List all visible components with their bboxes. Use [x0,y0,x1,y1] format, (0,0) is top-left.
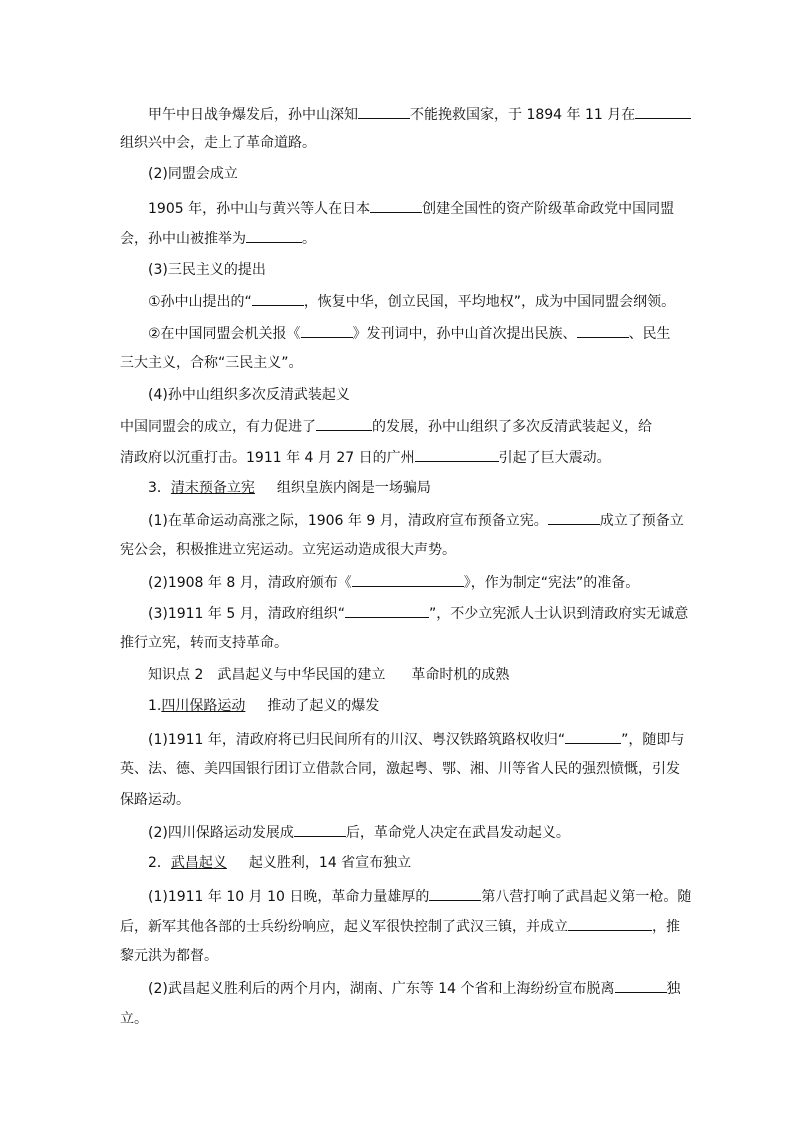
section-heading: 2．武昌起义 起义胜利，14 省宣布独立 [148,855,412,871]
fill-blank[interactable] [548,510,600,525]
text-line: 1905 年，孙中山与黄兴等人在日本 创建全国性的资产阶级革命政党中国同盟 [148,198,708,219]
fill-blank[interactable] [246,228,302,243]
text-line: 组织兴中会，走上了革命道路。 [120,135,316,151]
text-line: (1)1911 年 10 月 10 日晚，革命力量雄厚的 第八营打响了武昌起义第一枪。随 [148,886,708,907]
section-heading: (2)同盟会成立 [148,166,238,182]
fill-blank[interactable] [358,104,410,119]
fill-blank[interactable] [577,323,629,338]
fill-blank[interactable] [415,447,499,462]
fill-blank[interactable] [370,198,422,213]
section-heading: 1.四川保路运动 推动了起义的爆发 [148,698,380,714]
fill-blank[interactable] [252,291,304,306]
text-line: (3)1911 年 5 月，清政府组织“ ”，不少立宪派人士认识到清政府实无诚意 [148,603,708,624]
text-line: 推行立宪，转而支持革命。 [120,635,288,651]
fill-blank[interactable] [565,729,621,744]
fill-blank[interactable] [316,416,372,431]
text-line: 保路运动。 [120,792,190,808]
text-line: (2)四川保路运动发展成 后，革命党人决定在武昌发动起义。 [148,822,708,843]
text-line: 宪公会，积极推进立宪运动。立宪运动造成很大声势。 [120,542,456,558]
text-line: 清政府以沉重打击。1911 年 4 月 27 日的广州 引起了巨大震动。 [120,447,680,468]
text-line: (1)1911 年，清政府将已归民间所有的川汉、粤汉铁路筑路权收归“ ”，随即与 [148,729,708,750]
fill-blank[interactable] [345,603,429,618]
text-line: 会，孙中山被推举为 。 [120,228,680,249]
section-heading: (4)孙中山组织多次反清武装起义 [148,387,350,403]
text-line: 中国同盟会的成立，有力促进了 的发展，孙中山组织了多次反清武装起义，给 [120,416,680,437]
text-line: (2)武昌起义胜利后的两个月内，湖南、广东等 14 个省和上海纷纷宣布脱离 独 [148,978,708,999]
section-heading: (3)三民主义的提出 [148,262,266,278]
fill-blank[interactable] [352,572,464,587]
text-line: 英、法、德、美四国银行团订立借款合同，激起粤、鄂、湘、川等省人民的强烈愤慨，引发 [120,761,680,777]
text-line: (1)在革命运动高涨之际，1906 年 9 月，清政府宣布预备立宪。 成立了预备立 [148,510,708,531]
text-line: 黎元洪为都督。 [120,948,218,964]
text-line: 立。 [120,1011,148,1027]
text-line: ②在中国同盟会机关报《 》发刊词中，孙中山首次提出民族、 、民生 [148,323,708,344]
text-line: 三大主义，合称“三民主义”。 [120,355,303,371]
fill-blank[interactable] [294,822,346,837]
text-line: ①孙中山提出的“ ，恢复中华，创立民国，平均地权”，成为中国同盟会纲领。 [148,291,708,312]
fill-blank[interactable] [635,104,691,119]
section-heading: 知识点 2 武昌起义与中华民国的建立 革命时机的成熟 [148,667,510,683]
fill-blank[interactable] [429,886,481,901]
fill-blank[interactable] [615,978,667,993]
text-line: 甲午中日战争爆发后，孙中山深知 不能挽救国家，于 1894 年 11 月在 [148,104,708,125]
text-line: (2)1908 年 8 月，清政府颁布《 》，作为制定“宪法”的准备。 [148,572,708,593]
fill-blank[interactable] [301,323,353,338]
section-heading: 3．清末预备立宪 组织皇族内阁是一场骗局 [148,480,431,496]
fill-blank[interactable] [568,916,652,931]
text-line: 后，新军其他各部的士兵纷纷响应，起义军很快控制了武汉三镇，并成立 ，推 [120,916,680,937]
